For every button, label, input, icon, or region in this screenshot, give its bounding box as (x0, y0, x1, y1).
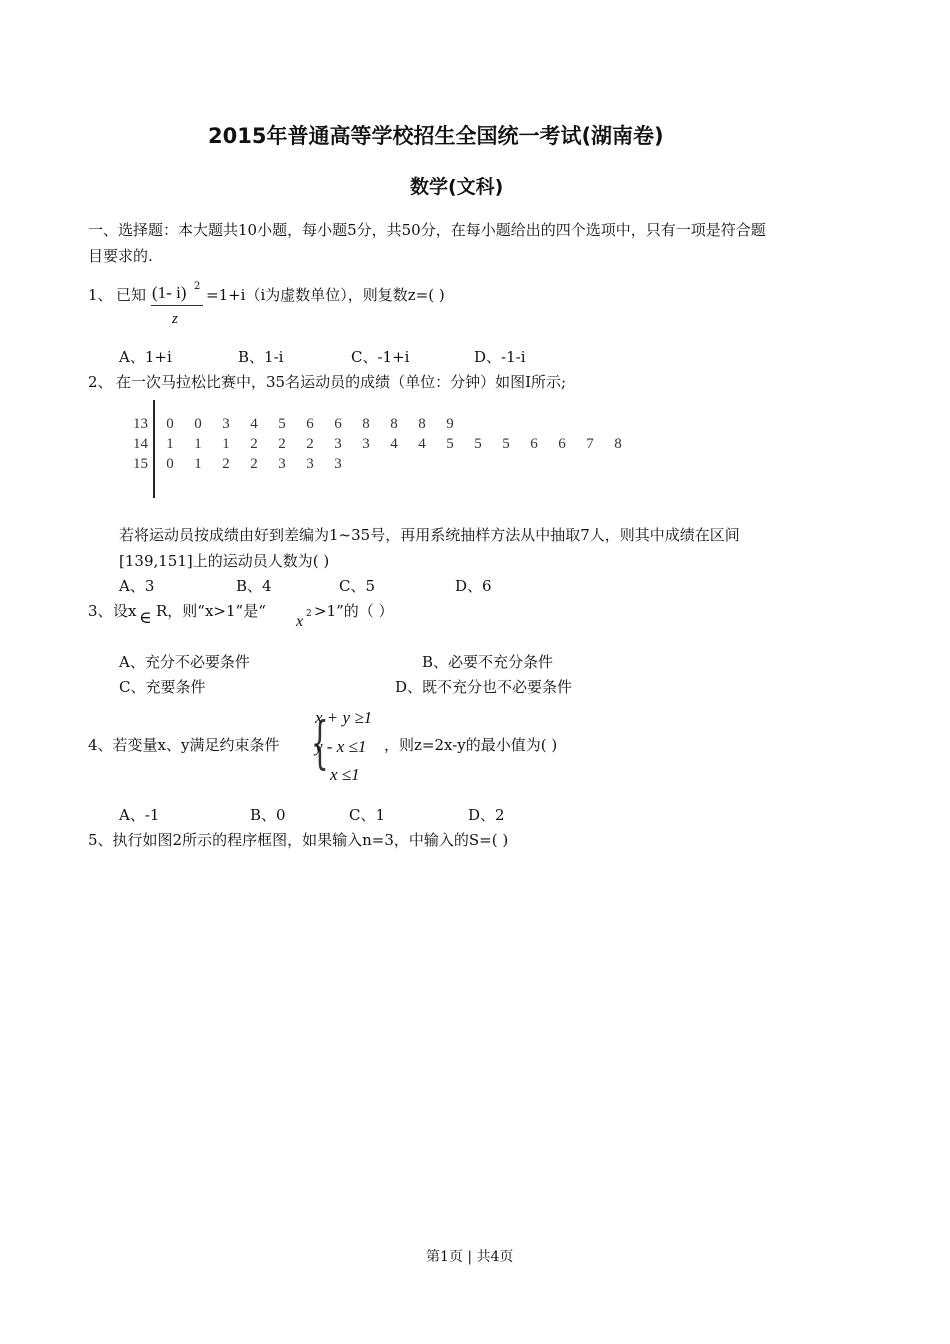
leaf: 0 (166, 416, 174, 432)
q1-pre: 已知 (116, 286, 147, 304)
page-footer: 第1页 | 共4页 (426, 1249, 514, 1265)
q4-post: ，则z=2x-y的最小值为( ) (384, 736, 558, 754)
section-instructions-1: 一、选择题：本大题共10小题，每小题5分，共50分，在每小题给出的四个选项中，只有一项是符合题 (88, 221, 766, 239)
leaf: 2 (306, 436, 314, 452)
leaf: 7 (586, 436, 594, 452)
q3-mid: R，则“x>1”是“ (156, 602, 266, 620)
stem-leaf-row (122, 434, 632, 454)
leaf: 1 (194, 456, 202, 472)
q3-option-a: A、充分不必要条件 (119, 653, 250, 671)
q5-text: 5、执行如图2所示的程序框图，如果输入n=3，中输入的S=( ) (88, 831, 509, 849)
q2-option-d: D、6 (455, 577, 492, 595)
q4-option-d: D、2 (468, 806, 505, 824)
leaf: 1 (222, 436, 230, 452)
leaf: 1 (194, 436, 202, 452)
q2-option-c: C、5 (339, 577, 376, 595)
leaf: 8 (390, 416, 398, 432)
q3-option-d: D、既不充分也不必要条件 (395, 678, 573, 696)
leaf: 5 (474, 436, 482, 452)
leaf: 4 (390, 436, 398, 452)
q3-post: >1”的（ ） (314, 602, 394, 620)
q1-option-d: D、-1-i (474, 348, 526, 366)
q4-option-b: B、0 (250, 806, 286, 824)
leaf: 4 (250, 416, 258, 432)
q3-pre: 设x (113, 602, 137, 620)
leaf: 3 (334, 456, 342, 472)
q3-option-b: B、必要不充分条件 (422, 653, 554, 671)
leaf: 3 (334, 436, 342, 452)
leaf: 3 (222, 416, 230, 432)
stem: 13 (133, 416, 148, 432)
q2-text: 在一次马拉松比赛中，35名运动员的成绩（单位：分钟）如图I所示; (116, 373, 567, 391)
leaf: 8 (362, 416, 370, 432)
leaf: 2 (278, 436, 286, 452)
q1-option-c: C、-1+i (351, 348, 410, 366)
leaf: 5 (278, 416, 286, 432)
stem: 14 (133, 436, 148, 452)
leaf: 6 (558, 436, 566, 452)
leaf: 5 (446, 436, 454, 452)
exam-title: 2015年普通高等学校招生全国统一考试(湖南卷) (208, 124, 664, 148)
leaf: 5 (502, 436, 510, 452)
q1-numerator: (1- i) (152, 283, 187, 302)
fraction-bar (151, 305, 203, 306)
stem-leaf-row (122, 454, 632, 474)
leaf: 1 (166, 436, 174, 452)
leaf: 9 (446, 416, 454, 432)
q1-text: =1+i（i为虚数单位），则复数z=( ) (206, 286, 445, 304)
leaf: 6 (530, 436, 538, 452)
leaf: 3 (278, 456, 286, 472)
leaf: 6 (334, 416, 342, 432)
q1-exponent: 2 (194, 281, 201, 292)
leaf: 0 (166, 456, 174, 472)
q1-number: 1、 (88, 286, 113, 304)
brace: { (310, 711, 329, 776)
leaf: 4 (418, 436, 426, 452)
q2-line2: [139,151]上的运动员人数为( ) (119, 552, 330, 570)
leaf: 6 (306, 416, 314, 432)
q4-option-a: A、-1 (119, 806, 160, 824)
q2-number: 2、 (88, 373, 113, 391)
q1-option-b: B、1-i (238, 348, 284, 366)
leaf: 3 (306, 456, 314, 472)
q3-x: x (296, 613, 304, 630)
leaf: 2 (250, 436, 258, 452)
stem: 15 (133, 456, 148, 472)
q4-text: 4、若变量x、y满足约束条件 (88, 736, 280, 754)
section-instructions-2: 目要求的. (88, 247, 153, 265)
element-of-symbol: ∈ (139, 608, 152, 628)
leaf: 8 (418, 416, 426, 432)
leaf: 8 (614, 436, 622, 452)
q2-line1: 若将运动员按成绩由好到差编为1~35号，再用系统抽样方法从中抽取7人，则其中成绩在区间 (119, 526, 740, 544)
stem-leaf-plot (122, 414, 632, 474)
constraint-2: y - x ≤1 (315, 737, 367, 756)
q3-number: 3、 (88, 602, 113, 620)
leaf: 3 (362, 436, 370, 452)
leaf: 2 (222, 456, 230, 472)
q1-denominator: z (172, 311, 178, 327)
leaf: 0 (194, 416, 202, 432)
leaf: 2 (250, 456, 258, 472)
q2-option-a: A、3 (119, 577, 155, 595)
q1-option-a: A、1+i (119, 348, 172, 366)
constraint-1: x + y ≥1 (315, 708, 373, 727)
q3-exponent: 2 (306, 609, 312, 619)
q3-option-c: C、充要条件 (119, 678, 206, 696)
q2-option-b: B、4 (236, 577, 272, 595)
stem-leaf-row (122, 414, 632, 434)
q4-option-c: C、1 (349, 806, 386, 824)
constraint-3: x ≤1 (330, 765, 360, 784)
exam-subtitle: 数学(文科) (410, 176, 504, 198)
